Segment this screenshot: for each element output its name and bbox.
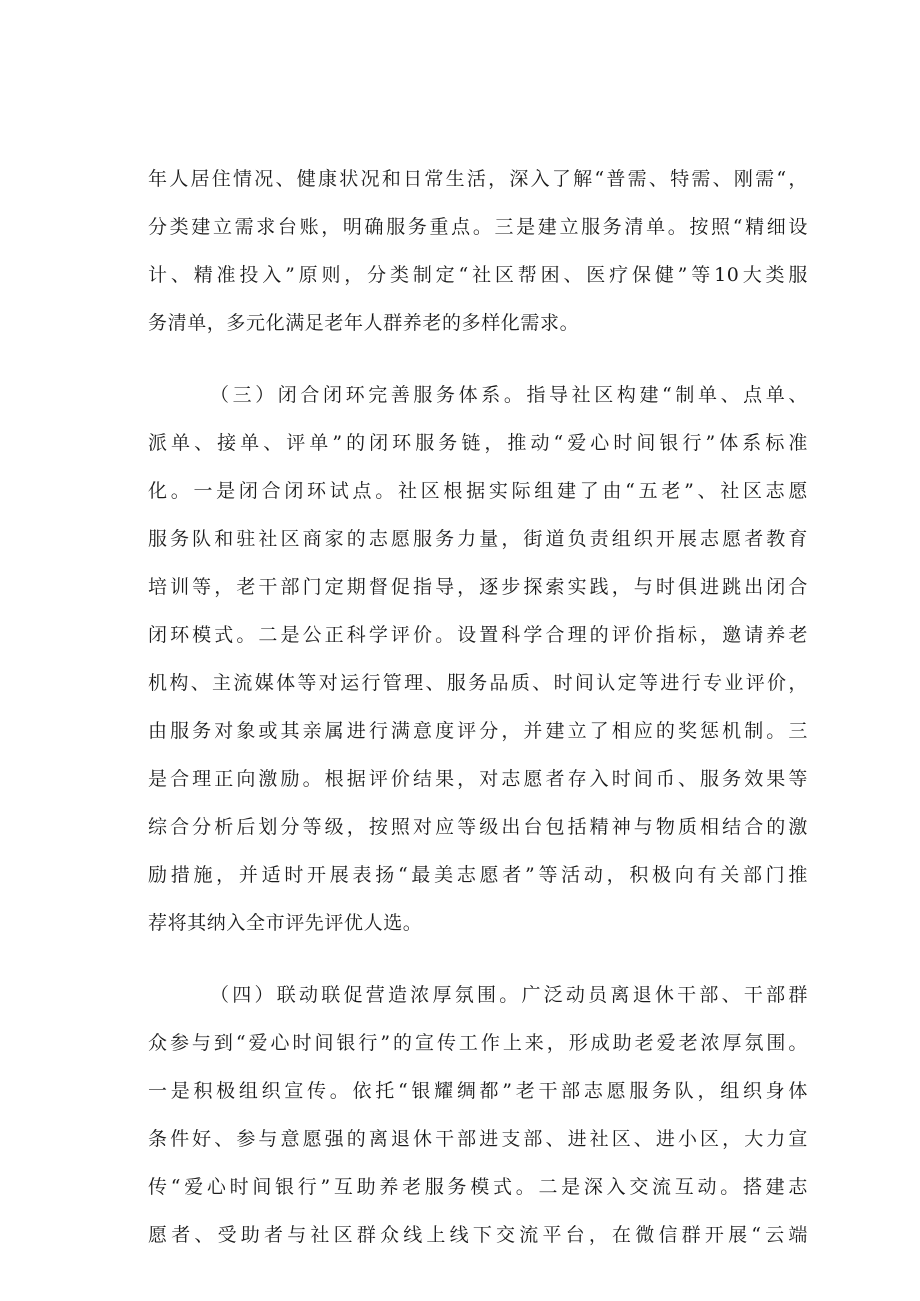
text-line: 年人居住情况、健康状况和日常生活，深入了解“普需、特需、刚需“， (148, 168, 808, 190)
body-text (148, 155, 808, 1259)
text-line: 条件好、参与意愿强的离退休干部进支部、进社区、进小区，大力宣 (148, 1128, 808, 1150)
text-line: 务清单，多元化满足老年人群养老的多样化需求。 (148, 312, 580, 334)
text-line: 派单、接单、评单”的闭环服务链，推动“爱心时间银行”体系标准 (148, 432, 808, 454)
paragraph (148, 971, 808, 1259)
text-line: 机构、主流媒体等对运行管理、服务品质、时间认定等进行专业评价， (148, 672, 808, 694)
text-line: 一是积极组织宣传。依托“银耀绸都”老干部志愿服务队，组织身体 (148, 1080, 808, 1102)
text-line: 计、精准投入”原则，分类制定“社区帮困、医疗保健”等10大类服 (148, 264, 808, 286)
text-line: 励措施，并适时开展表扬“最美志愿者”等活动，积极向有关部门推 (148, 864, 808, 886)
paragraph (148, 371, 808, 947)
text-line: 培训等，老干部门定期督促指导，逐步探索实践，与时俱进跳出闭合 (148, 576, 808, 598)
text-line: 荐将其纳入全市评先评优人选。 (148, 912, 423, 934)
text-line: 众参与到“爱心时间银行”的宣传工作上来，形成助老爱老浓厚氛围。 (148, 1032, 808, 1054)
text-line: 传“爱心时间银行”互助养老服务模式。二是深入交流互动。搭建志 (148, 1176, 808, 1198)
paragraph (148, 155, 808, 347)
text-line: 分类建立需求台账，明确服务重点。三是建立服务清单。按照“精细设 (148, 216, 808, 238)
text-line: 是合理正向激励。根据评价结果，对志愿者存入时间币、服务效果等 (148, 768, 808, 790)
text-line: （三）闭合闭环完善服务体系。指导社区构建“制单、点单、 (210, 384, 808, 406)
text-line: 化。一是闭合闭环试点。社区根据实际组建了由“五老”、社区志愿 (148, 480, 808, 502)
text-line: 综合分析后划分等级，按照对应等级出台包括精神与物质相结合的激 (148, 816, 808, 838)
text-line: 闭环模式。二是公正科学评价。设置科学合理的评价指标，邀请养老 (148, 624, 808, 646)
paragraph-gap (148, 347, 808, 371)
text-line: 由服务对象或其亲属进行满意度评分，并建立了相应的奖惩机制。三 (148, 720, 808, 742)
text-line: 愿者、受助者与社区群众线上线下交流平台，在微信群开展“云端 (148, 1224, 808, 1246)
paragraph-gap (148, 947, 808, 971)
text-line: 服务队和驻社区商家的志愿服务力量，街道负责组织开展志愿者教育 (148, 528, 808, 550)
text-line: （四）联动联促营造浓厚氛围。广泛动员离退休干部、干部群 (210, 984, 808, 1006)
